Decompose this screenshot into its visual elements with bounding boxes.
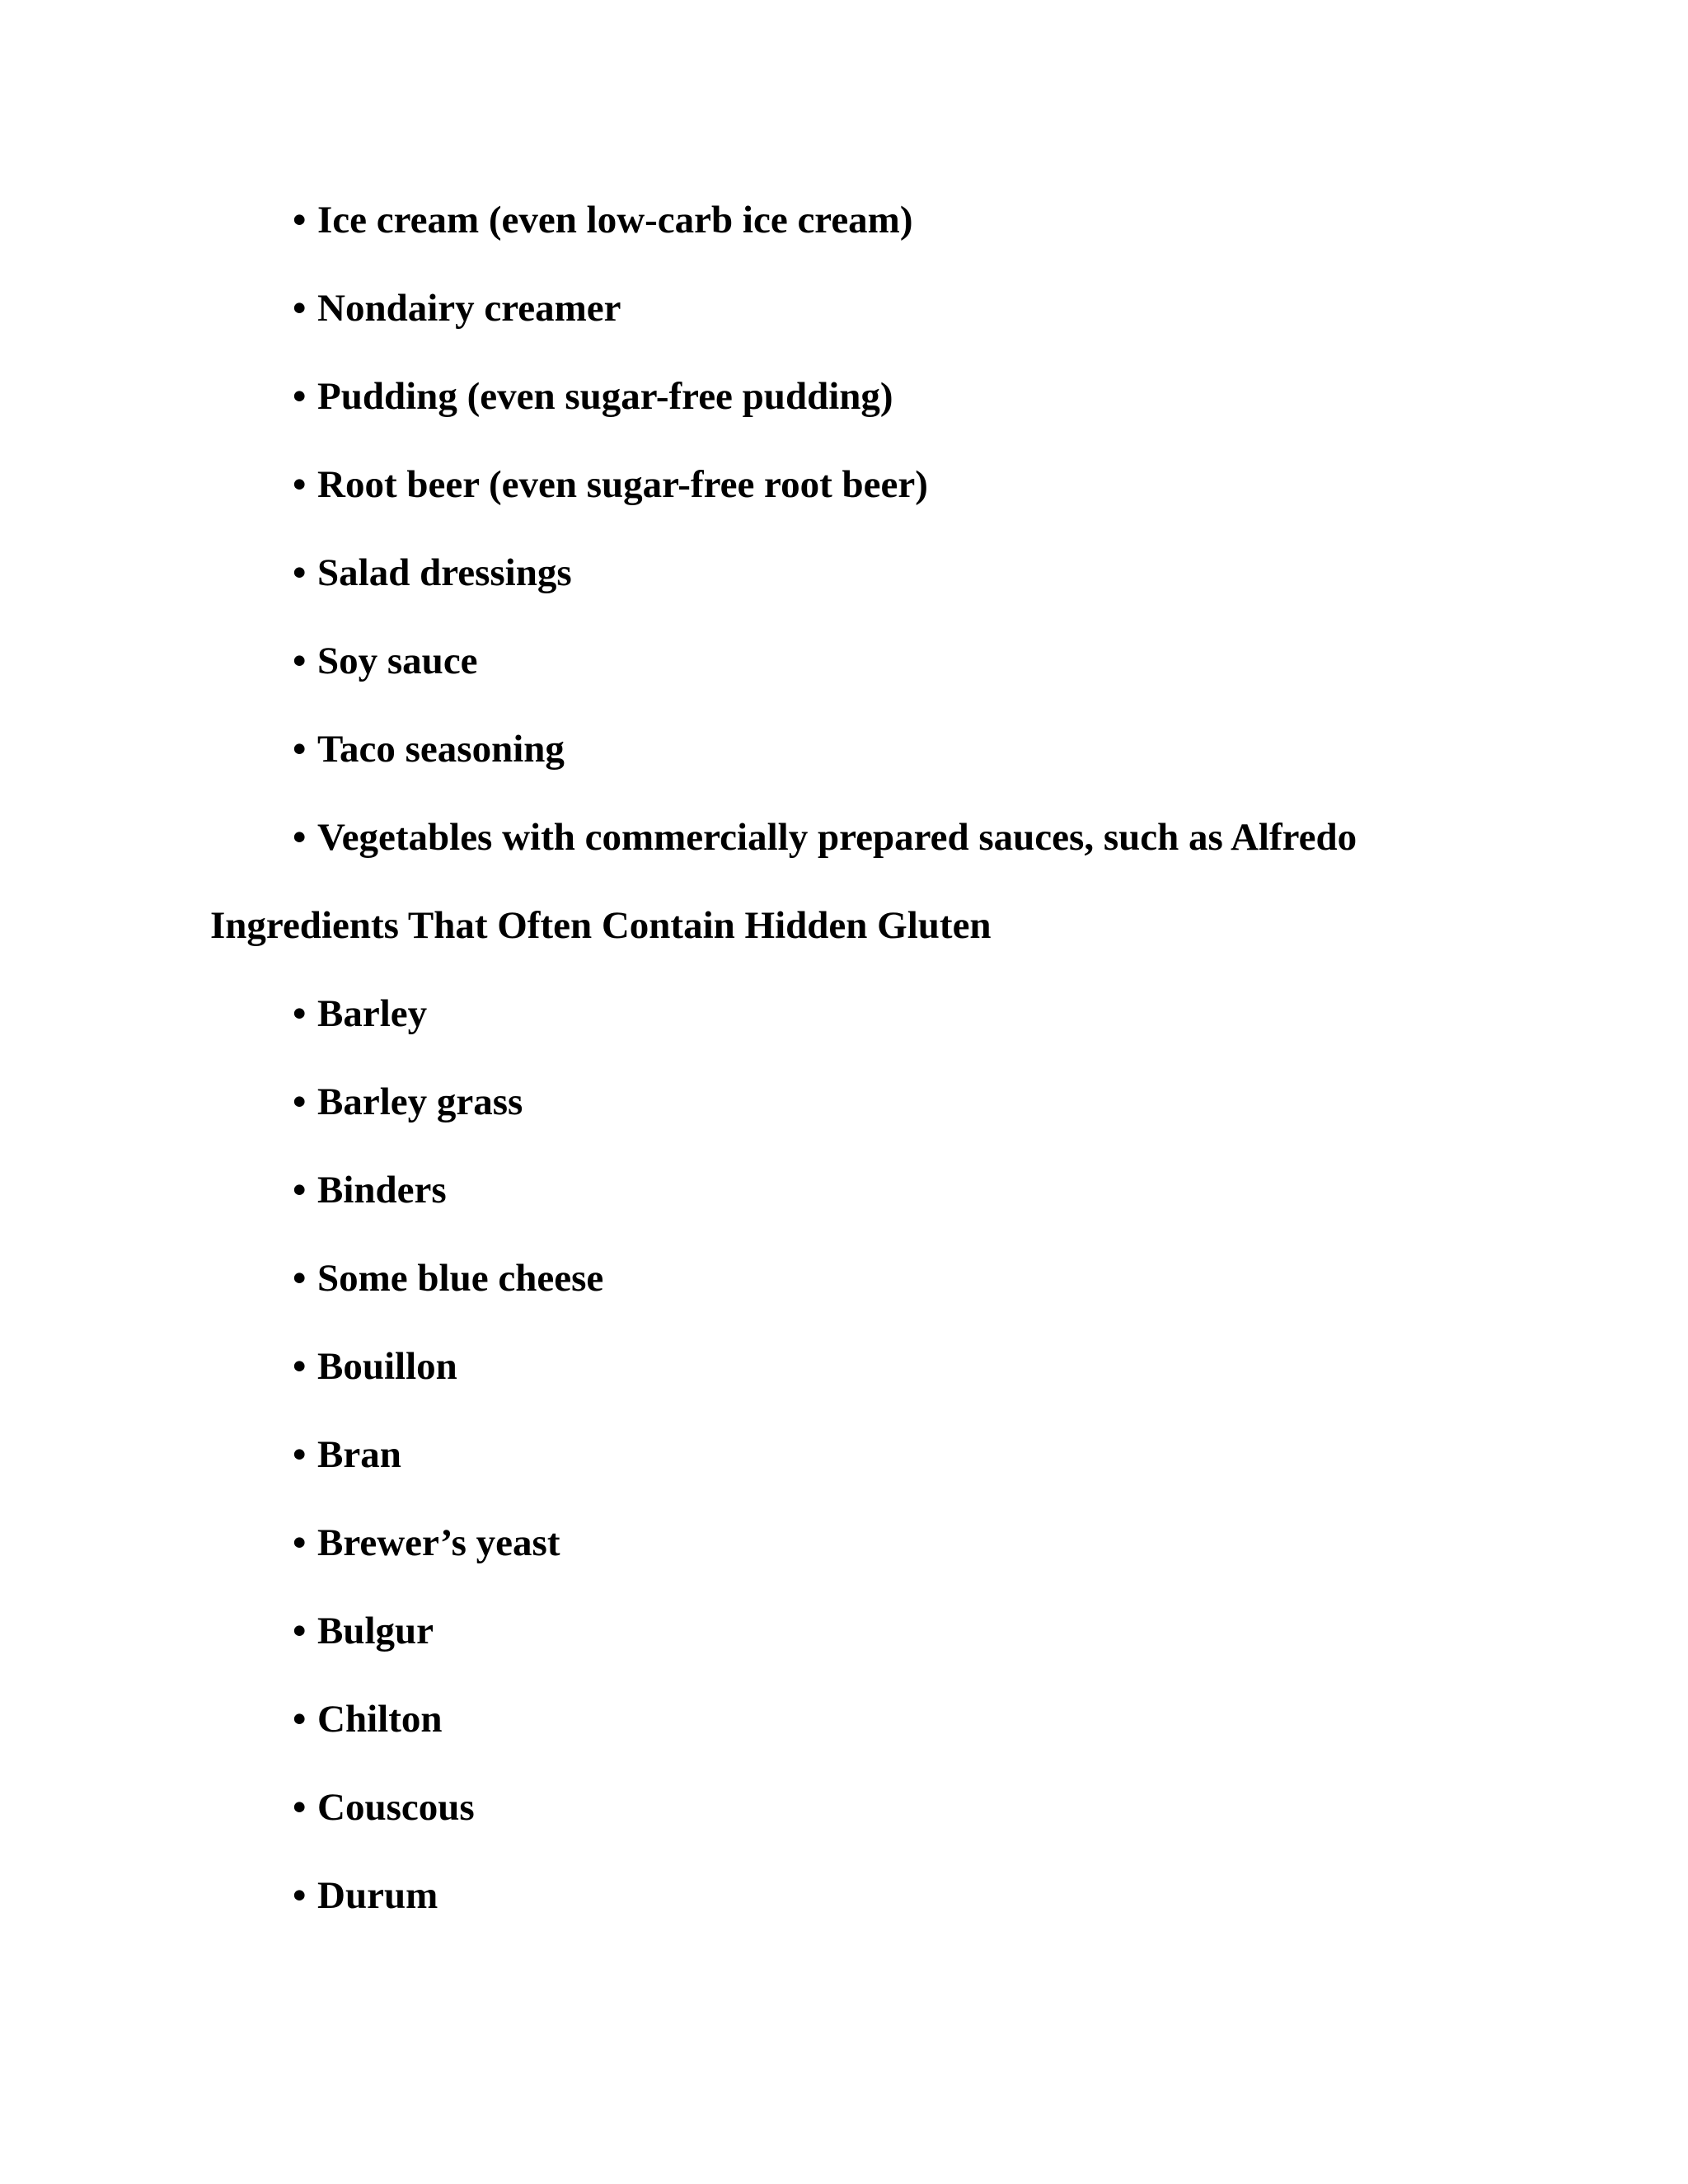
list-item xyxy=(293,1254,603,1303)
list-item xyxy=(293,1783,475,1832)
list-item xyxy=(293,1077,523,1127)
list-item xyxy=(293,813,1357,862)
bullet: • xyxy=(293,199,307,241)
list-item xyxy=(293,1694,443,1744)
bullet: • xyxy=(293,1257,307,1300)
list-item-text: Durum xyxy=(317,1874,438,1917)
list-item-text: Taco seasoning xyxy=(317,728,565,771)
list-item xyxy=(293,195,913,245)
list-item-text: Nondairy creamer xyxy=(317,287,621,330)
bullet: • xyxy=(293,816,307,859)
list-item-text: Chilton xyxy=(317,1698,443,1741)
list-item-text: Couscous xyxy=(317,1786,475,1829)
list-item-text: Bouillon xyxy=(317,1345,457,1388)
list-item-text: Root beer (even sugar-free root beer) xyxy=(317,463,928,506)
list-item xyxy=(293,548,572,598)
list-item-text: Bulgur xyxy=(317,1610,434,1652)
list-item-text: Pudding (even sugar-free pudding) xyxy=(317,375,893,418)
bullet: • xyxy=(293,287,307,330)
list-item-text: Binders xyxy=(317,1169,447,1212)
list-item-text: Vegetables with commercially prepared sauces, such as Alfredo xyxy=(317,816,1357,859)
list-item xyxy=(293,372,893,421)
list-item xyxy=(293,989,427,1038)
bullet: • xyxy=(293,551,307,594)
bullet: • xyxy=(293,1169,307,1212)
bullet: • xyxy=(293,728,307,771)
list-item xyxy=(293,1342,457,1391)
bullet: • xyxy=(293,1874,307,1917)
bullet: • xyxy=(293,1433,307,1476)
bullet: • xyxy=(293,1080,307,1123)
list-item xyxy=(293,1871,438,1920)
bullet: • xyxy=(293,640,307,682)
list-item xyxy=(293,1165,447,1215)
list-item-text: Barley xyxy=(317,992,428,1035)
bullet: • xyxy=(293,1610,307,1652)
bullet: • xyxy=(293,463,307,506)
section-heading: Ingredients That Often Contain Hidden Gluten xyxy=(210,904,992,947)
list-item xyxy=(293,636,478,686)
bullet: • xyxy=(293,1345,307,1388)
list-item-text: Some blue cheese xyxy=(317,1257,604,1300)
bullet: • xyxy=(293,375,307,418)
bullet: • xyxy=(293,1786,307,1829)
list-item xyxy=(293,284,621,333)
list-item xyxy=(293,460,928,509)
list-item-text: Brewer’s yeast xyxy=(317,1521,560,1564)
list-item-text: Ice cream (even low-carb ice cream) xyxy=(317,199,913,241)
list-item xyxy=(293,724,565,774)
list-item xyxy=(293,1606,434,1656)
bullet: • xyxy=(293,992,307,1035)
list-item-text: Soy sauce xyxy=(317,640,478,682)
list-item xyxy=(293,1430,401,1479)
list-item-text: Bran xyxy=(317,1433,401,1476)
list-item xyxy=(293,1518,560,1568)
bullet: • xyxy=(293,1521,307,1564)
list-item-text: Salad dressings xyxy=(317,551,572,594)
bullet: • xyxy=(293,1698,307,1741)
list-item-text: Barley grass xyxy=(317,1080,523,1123)
